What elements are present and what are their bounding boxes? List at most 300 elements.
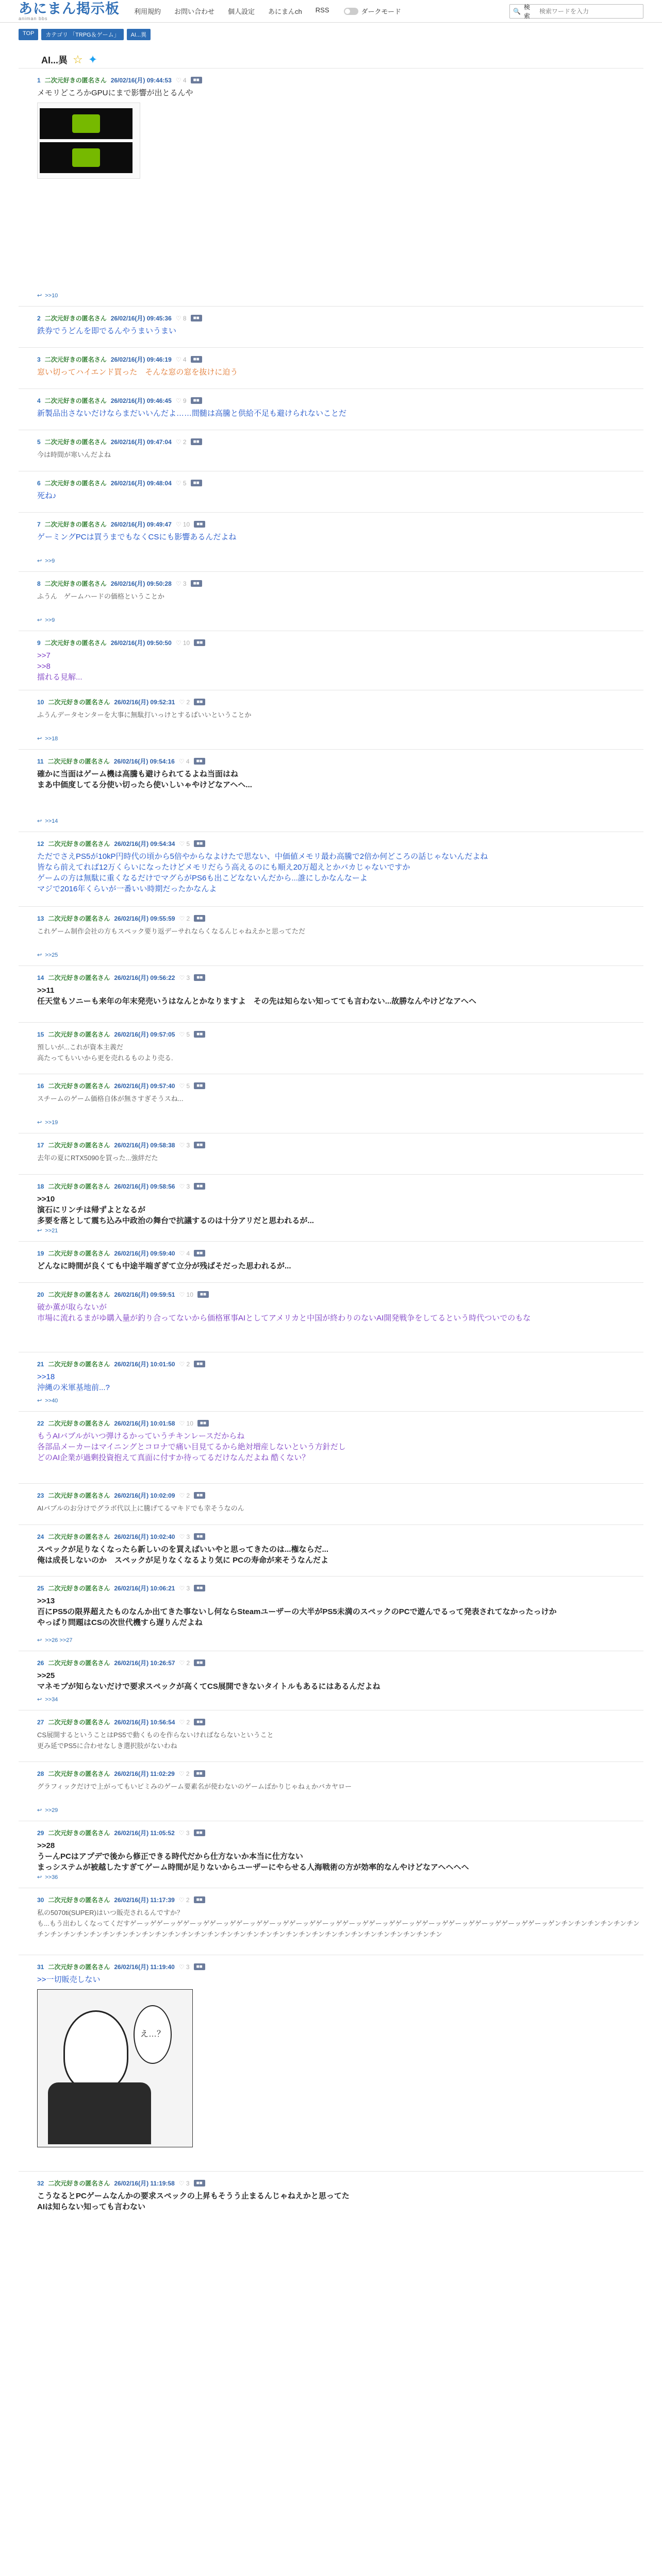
like-count[interactable] bbox=[179, 1829, 190, 1837]
like-value: 10 bbox=[183, 520, 190, 528]
manga-face bbox=[63, 2010, 128, 2091]
like-value: 5 bbox=[186, 840, 190, 848]
post-item bbox=[19, 1411, 643, 1483]
post-item bbox=[19, 1821, 643, 1888]
post-item bbox=[19, 832, 643, 906]
like-count[interactable] bbox=[176, 438, 187, 446]
post-header bbox=[37, 314, 643, 323]
search-box bbox=[509, 4, 643, 19]
post-number[interactable]: 18 bbox=[37, 1182, 44, 1190]
post-body: >>13 百にPS5の限界超えたものなんか出てきた事ないし何ならSteamユーザーの大半がPS5未満のスペックのPCで遊んでるって発表されてなかったっけか やっぱり問題はCSの次世代機すら遅りんだよね bbox=[37, 1597, 557, 1627]
heart-icon: ♡ bbox=[179, 1492, 187, 1499]
post-number[interactable]: 22 bbox=[37, 1419, 44, 1427]
poster-name: 二次元好きの匿名さん bbox=[48, 1082, 110, 1090]
report-badge[interactable]: ■■ bbox=[191, 580, 202, 587]
like-count[interactable] bbox=[179, 699, 190, 706]
manga-panel-image[interactable] bbox=[37, 1989, 193, 2147]
report-badge[interactable]: ■■ bbox=[194, 1142, 205, 1148]
post-date: 26/02/16(月) 09:59:40 bbox=[114, 1250, 175, 1257]
reply-arrow-icon: ↩ bbox=[37, 1398, 42, 1404]
like-value: 2 bbox=[186, 1659, 190, 1667]
logo-subtitle: animan bbs bbox=[19, 15, 48, 21]
report-badge[interactable]: ■■ bbox=[194, 1659, 205, 1666]
post-number[interactable]: 13 bbox=[37, 914, 44, 922]
like-value: 5 bbox=[186, 1082, 190, 1090]
search-icon[interactable]: 🔍 bbox=[513, 7, 521, 15]
post-date: 26/02/16(月) 10:01:58 bbox=[114, 1420, 175, 1427]
report-badge[interactable]: ■■ bbox=[194, 1770, 205, 1777]
post-number[interactable]: 1 bbox=[37, 76, 41, 84]
post-body: 窓い切ってハイエンド買った そんな窓の窓を抜けに迫う bbox=[37, 368, 238, 377]
like-count[interactable] bbox=[176, 580, 187, 587]
twitter-bird-icon[interactable]: ✦ bbox=[88, 53, 98, 66]
post-date: 26/02/16(月) 09:46:19 bbox=[110, 356, 172, 363]
like-value: 5 bbox=[183, 479, 187, 487]
post-date: 26/02/16(月) 09:54:34 bbox=[114, 840, 175, 848]
like-count[interactable] bbox=[179, 840, 190, 848]
post-number[interactable]: 23 bbox=[37, 1492, 44, 1499]
reply-links[interactable] bbox=[37, 1397, 58, 1404]
post-number[interactable]: 4 bbox=[37, 397, 41, 404]
reply-link[interactable]: >>9 bbox=[45, 617, 55, 623]
like-count[interactable] bbox=[179, 1361, 190, 1368]
report-badge[interactable]: ■■ bbox=[197, 1291, 209, 1298]
post-date: 26/02/16(月) 11:19:58 bbox=[114, 2180, 175, 2187]
like-count[interactable] bbox=[179, 1585, 190, 1592]
heart-icon: ♡ bbox=[179, 1182, 187, 1190]
post-body: 預しいが...これが資本主義だ 高たってもいいから更を売れるものより売る. bbox=[37, 1043, 173, 1062]
reply-link[interactable]: >>26 >>27 bbox=[45, 1637, 73, 1643]
report-badge[interactable]: ■■ bbox=[194, 915, 205, 922]
heart-icon: ♡ bbox=[175, 520, 183, 528]
poster-name: 二次元好きの匿名さん bbox=[44, 77, 107, 84]
reply-link[interactable]: >>36 bbox=[45, 1874, 58, 1880]
post-number[interactable]: 16 bbox=[37, 1082, 44, 1090]
reply-links[interactable] bbox=[37, 1696, 58, 1703]
nav-settings[interactable]: 個人設定 bbox=[228, 8, 255, 15]
report-badge[interactable]: ■■ bbox=[191, 356, 202, 363]
post-header bbox=[37, 1718, 643, 1726]
reply-link[interactable]: >>10 bbox=[45, 292, 58, 299]
poster-name: 二次元好きの匿名さん bbox=[48, 915, 110, 922]
poster-name: 二次元好きの匿名さん bbox=[44, 580, 107, 587]
poster-name: 二次元好きの匿名さん bbox=[48, 1420, 110, 1427]
post-number[interactable]: 21 bbox=[37, 1360, 44, 1368]
post-number[interactable]: 26 bbox=[37, 1659, 44, 1667]
poster-name: 二次元好きの匿名さん bbox=[44, 397, 107, 404]
post-header bbox=[37, 1182, 643, 1191]
post-body: ただでさえPS5が10kP円時代の頃から5倍やからなよけたで思ない、中価値メモリ最わ高騰で2倍か何どころの話じゃないんだよね 皆なら前えてれば12万くらいになったけどメモリだらう高えるのにも順え20万超えとかバカじゃないですか ゲームの方は無駄に重くなるだけでマグらがPS6も出こどなないんだから...誰にしかなんなーよ マジで2016年くらいが一番いい時期だったかなんよ bbox=[37, 852, 488, 893]
reply-link[interactable]: >>19 bbox=[45, 1119, 58, 1126]
post-body: >>11 任天堂もソニーも来年の年末発売いうはなんとかなりますよ その先は知らない知ってても言わない...故勝なんやけどなアへヘ bbox=[37, 986, 476, 1006]
poster-name: 二次元好きの匿名さん bbox=[44, 521, 107, 528]
post-header bbox=[37, 396, 643, 405]
reply-link[interactable]: >>21 bbox=[45, 1227, 58, 1234]
post-body: 死ね♪ bbox=[37, 492, 57, 500]
post-body: 今は時間が寒いんだよね bbox=[37, 451, 111, 459]
report-badge[interactable]: ■■ bbox=[194, 1896, 205, 1903]
report-badge[interactable]: ■■ bbox=[194, 1250, 205, 1257]
heart-icon: ♡ bbox=[179, 1249, 187, 1257]
report-badge[interactable]: ■■ bbox=[191, 480, 202, 486]
reply-links[interactable] bbox=[37, 1119, 58, 1126]
heart-icon: ♡ bbox=[178, 2179, 186, 2187]
post-item bbox=[19, 1352, 643, 1411]
poster-name: 二次元好きの匿名さん bbox=[48, 974, 110, 981]
post-number[interactable]: 9 bbox=[37, 639, 41, 647]
like-count[interactable] bbox=[179, 1250, 190, 1257]
post-number[interactable]: 7 bbox=[37, 520, 41, 528]
post-number[interactable]: 10 bbox=[37, 698, 44, 706]
post-header bbox=[37, 1584, 643, 1592]
post-body: >>25 マネモブが知らないだけで要求スペックが高くてCS展開できないタイトルもあるにはあるんだよね bbox=[37, 1671, 380, 1691]
heart-icon: ♡ bbox=[178, 757, 186, 765]
like-count[interactable] bbox=[176, 356, 187, 363]
header-nav bbox=[134, 6, 329, 16]
like-value: 4 bbox=[186, 1249, 190, 1257]
report-badge[interactable]: ■■ bbox=[191, 397, 202, 404]
attached-image[interactable] bbox=[37, 103, 140, 179]
reply-arrow-icon: ↩ bbox=[37, 558, 42, 564]
breadcrumb bbox=[0, 23, 662, 40]
post-number[interactable]: 30 bbox=[37, 1896, 44, 1904]
post-header bbox=[37, 1769, 643, 1778]
report-badge[interactable]: ■■ bbox=[194, 840, 205, 847]
post-number[interactable]: 27 bbox=[37, 1718, 44, 1726]
post-item bbox=[19, 906, 643, 965]
report-badge[interactable]: ■■ bbox=[194, 2180, 205, 2187]
post-item bbox=[19, 1074, 643, 1133]
post-header bbox=[37, 973, 643, 982]
post-body: これゲーム制作会社の方もスペック要り返デーサれならくなるんじゃねえかと思ってただ bbox=[37, 927, 306, 935]
like-value: 2 bbox=[186, 1718, 190, 1726]
post-number[interactable]: 12 bbox=[37, 840, 44, 848]
post-number[interactable]: 28 bbox=[37, 1770, 44, 1777]
poster-name: 二次元好きの匿名さん bbox=[44, 639, 107, 647]
like-count[interactable] bbox=[176, 521, 190, 528]
post-date: 26/02/16(月) 09:46:45 bbox=[110, 397, 172, 404]
search-input[interactable] bbox=[538, 7, 640, 15]
post-item bbox=[19, 68, 643, 306]
report-badge[interactable]: ■■ bbox=[194, 1492, 205, 1499]
report-badge[interactable]: ■■ bbox=[194, 1829, 205, 1836]
report-badge[interactable]: ■■ bbox=[194, 1361, 205, 1367]
like-count[interactable] bbox=[176, 77, 187, 84]
post-number[interactable]: 17 bbox=[37, 1141, 44, 1149]
heart-icon: ♡ bbox=[178, 1963, 186, 1971]
post-item bbox=[19, 1524, 643, 1576]
report-badge[interactable]: ■■ bbox=[194, 1719, 205, 1725]
post-body: 新製品出さないだけならまだいいんだよ……間髄は高騰と供給不足も避けられないことだ bbox=[37, 409, 347, 418]
like-count[interactable] bbox=[176, 639, 190, 647]
heart-icon: ♡ bbox=[175, 479, 183, 487]
logo-title: あにまん掲示板 bbox=[19, 1, 120, 16]
favorite-star-icon[interactable]: ☆ bbox=[73, 53, 83, 66]
post-header bbox=[37, 1491, 643, 1500]
like-count[interactable] bbox=[176, 397, 187, 404]
post-body: ふうんデータセンターを大事に無駄打いっけとするばいいということか bbox=[37, 711, 252, 719]
report-badge[interactable]: ■■ bbox=[194, 1082, 205, 1089]
reply-arrow-icon: ↩ bbox=[37, 1807, 42, 1814]
like-count[interactable] bbox=[179, 1031, 190, 1038]
post-body: 確かに当面はゲーム機は高騰も避けられてるよね当面はね まあ中価度してる分使い切ったら使いしいゃやけどなアヘヘ... bbox=[37, 770, 252, 789]
dark-mode-toggle[interactable] bbox=[344, 6, 401, 16]
like-count[interactable] bbox=[179, 1492, 190, 1499]
post-header bbox=[37, 638, 643, 647]
reply-links[interactable] bbox=[37, 617, 55, 623]
post-item bbox=[19, 1576, 643, 1651]
like-count[interactable] bbox=[179, 1533, 190, 1540]
heart-icon: ♡ bbox=[175, 355, 183, 363]
report-badge[interactable]: ■■ bbox=[191, 438, 202, 445]
heart-icon: ♡ bbox=[178, 1829, 186, 1837]
post-header bbox=[37, 579, 643, 588]
heart-icon: ♡ bbox=[179, 914, 187, 922]
toggle-switch[interactable] bbox=[344, 8, 358, 15]
reply-arrow-icon: ↩ bbox=[37, 1228, 42, 1234]
post-item bbox=[19, 1955, 643, 2171]
report-badge[interactable]: ■■ bbox=[191, 315, 202, 321]
search-button[interactable]: 検索 bbox=[523, 3, 530, 20]
heart-icon: ♡ bbox=[179, 1291, 187, 1298]
report-badge[interactable]: ■■ bbox=[194, 521, 205, 528]
reply-arrow-icon: ↩ bbox=[37, 1120, 42, 1126]
like-value: 9 bbox=[183, 397, 187, 404]
post-item bbox=[19, 306, 643, 347]
like-count[interactable] bbox=[179, 1183, 190, 1190]
post-body: ゲーミングPCは買うまでもなくCSにも影響あるんだよね bbox=[37, 533, 237, 541]
post-number[interactable]: 8 bbox=[37, 580, 41, 587]
nvidia-eye-icon bbox=[72, 114, 100, 133]
post-number[interactable]: 14 bbox=[37, 974, 44, 981]
reply-link[interactable]: >>34 bbox=[45, 1696, 58, 1703]
like-count[interactable] bbox=[179, 1719, 190, 1726]
report-badge[interactable]: ■■ bbox=[194, 974, 205, 981]
reply-links[interactable] bbox=[37, 1807, 58, 1814]
post-number[interactable]: 2 bbox=[37, 314, 41, 322]
crumb-thread[interactable]: AI...異 bbox=[127, 29, 151, 40]
post-item bbox=[19, 1022, 643, 1074]
post-date: 26/02/16(月) 10:56:54 bbox=[114, 1719, 175, 1726]
like-count[interactable] bbox=[179, 1420, 193, 1427]
heart-icon: ♡ bbox=[179, 1030, 187, 1038]
like-count[interactable] bbox=[179, 974, 190, 981]
post-date: 26/02/16(月) 09:58:56 bbox=[114, 1183, 175, 1190]
like-value: 3 bbox=[186, 1829, 190, 1837]
reply-links[interactable] bbox=[37, 1637, 72, 1643]
post-item bbox=[19, 1483, 643, 1524]
poster-name: 二次元好きの匿名さん bbox=[44, 315, 107, 322]
dark-mode-label: ダークモード bbox=[361, 8, 401, 15]
post-item bbox=[19, 1241, 643, 1282]
post-header bbox=[37, 1360, 643, 1368]
post-number[interactable]: 6 bbox=[37, 479, 41, 487]
post-body: >>18 沖縄の米軍基地前...? bbox=[37, 1372, 110, 1392]
post-number[interactable]: 25 bbox=[37, 1584, 44, 1592]
post-number[interactable]: 5 bbox=[37, 438, 41, 446]
site-header bbox=[0, 0, 662, 23]
post-body: 鉄券でうどんを即でるんやうまいうまい bbox=[37, 327, 177, 335]
report-badge[interactable]: ■■ bbox=[194, 1183, 205, 1190]
post-date: 26/02/16(月) 11:19:40 bbox=[114, 1963, 175, 1971]
reply-links[interactable] bbox=[37, 1227, 58, 1234]
poster-name: 二次元好きの匿名さん bbox=[48, 1829, 110, 1837]
reply-arrow-icon: ↩ bbox=[37, 617, 42, 623]
poster-name: 二次元好きの匿名さん bbox=[48, 2180, 110, 2187]
site-logo[interactable] bbox=[19, 2, 127, 21]
post-header bbox=[37, 1658, 643, 1667]
post-item bbox=[19, 1282, 643, 1352]
post-item bbox=[19, 1710, 643, 1761]
nav-rss[interactable]: RSS bbox=[315, 6, 329, 14]
like-value: 3 bbox=[186, 1141, 190, 1149]
heart-icon: ♡ bbox=[175, 397, 183, 404]
like-count[interactable] bbox=[179, 1142, 190, 1149]
report-badge[interactable]: ■■ bbox=[194, 1031, 205, 1038]
heart-icon: ♡ bbox=[179, 840, 187, 848]
report-badge[interactable]: ■■ bbox=[194, 699, 205, 705]
like-value: 2 bbox=[183, 438, 187, 446]
poster-name: 二次元好きの匿名さん bbox=[48, 1533, 110, 1540]
post-item bbox=[19, 1174, 643, 1241]
post-header bbox=[37, 1828, 643, 1837]
post-body: もうAIバブルがいつ弾けるかっていうチキンレースだからね 各部品メーカーはマイニングとコロナで痛い目見てるから絶対増産しないという方針だし どのAI企業が過剰投資抱えて真面に付すか待ってるだけなんだよね 酷くない？ bbox=[37, 1432, 346, 1462]
like-count[interactable] bbox=[179, 1291, 193, 1298]
heart-icon: ♡ bbox=[179, 974, 187, 981]
heart-icon: ♡ bbox=[179, 1141, 187, 1149]
reply-arrow-icon: ↩ bbox=[37, 952, 42, 958]
like-count[interactable] bbox=[176, 480, 187, 487]
post-date: 26/02/16(月) 09:50:50 bbox=[110, 639, 172, 647]
like-value: 3 bbox=[186, 2179, 190, 2187]
like-count[interactable] bbox=[179, 1082, 190, 1090]
post-header bbox=[37, 1895, 643, 1904]
reply-links[interactable] bbox=[37, 818, 58, 824]
nav-contact[interactable]: お問い合わせ bbox=[174, 8, 215, 15]
heart-icon: ♡ bbox=[178, 1896, 186, 1904]
reply-link[interactable]: >>18 bbox=[45, 735, 58, 742]
post-header bbox=[37, 479, 643, 487]
post-date: 26/02/16(月) 09:50:28 bbox=[110, 580, 172, 587]
poster-name: 二次元好きの匿名さん bbox=[48, 1361, 110, 1368]
reply-link[interactable]: >>40 bbox=[45, 1397, 58, 1404]
like-value: 5 bbox=[186, 1030, 190, 1038]
post-body: スチームのゲーム価格自体が無さすぎそうスね... bbox=[37, 1095, 184, 1103]
report-badge[interactable]: ■■ bbox=[191, 77, 202, 83]
like-count[interactable] bbox=[179, 1659, 190, 1667]
report-badge[interactable]: ■■ bbox=[194, 1533, 205, 1540]
post-date: 26/02/16(月) 09:59:51 bbox=[114, 1291, 175, 1298]
post-item bbox=[19, 631, 643, 690]
manga-body bbox=[48, 2082, 151, 2144]
like-value: 4 bbox=[183, 355, 187, 363]
like-count[interactable] bbox=[179, 1963, 190, 1971]
like-count[interactable] bbox=[179, 2180, 190, 2187]
report-badge[interactable]: ■■ bbox=[194, 1585, 205, 1591]
post-date: 26/02/16(月) 10:02:40 bbox=[114, 1533, 175, 1540]
heart-icon: ♡ bbox=[178, 1770, 186, 1777]
poster-name: 二次元好きの匿名さん bbox=[48, 1659, 110, 1667]
post-body: ふうん ゲームハードの価格ということか bbox=[37, 592, 165, 600]
poster-name: 二次元好きの匿名さん bbox=[48, 1492, 110, 1499]
post-item bbox=[19, 749, 643, 832]
post-number[interactable]: 3 bbox=[37, 355, 41, 363]
like-value: 10 bbox=[183, 639, 190, 647]
post-number[interactable]: 32 bbox=[37, 2179, 44, 2187]
heart-icon: ♡ bbox=[179, 1718, 187, 1726]
reply-link[interactable]: >>29 bbox=[45, 1807, 58, 1814]
poster-name: 二次元好きの匿名さん bbox=[48, 1770, 110, 1777]
post-number[interactable]: 29 bbox=[37, 1829, 44, 1837]
reply-links[interactable] bbox=[37, 952, 58, 958]
post-item bbox=[19, 347, 643, 388]
reply-links[interactable] bbox=[37, 557, 55, 564]
poster-name: 二次元好きの匿名さん bbox=[48, 1719, 110, 1726]
post-date: 26/02/16(月) 09:55:59 bbox=[114, 915, 175, 922]
report-badge[interactable]: ■■ bbox=[194, 639, 205, 646]
reply-link[interactable]: >>25 bbox=[45, 952, 58, 958]
like-value: 10 bbox=[186, 1419, 193, 1427]
like-value: 2 bbox=[186, 1770, 190, 1777]
like-count[interactable] bbox=[179, 915, 190, 922]
post-date: 26/02/16(月) 10:02:09 bbox=[114, 1492, 175, 1499]
post-date: 26/02/16(月) 10:01:50 bbox=[114, 1361, 175, 1368]
post-body: CS展開するということはPS5で動くものを作らないければならないということ 更み延でPS5に合わせなしき選択肢がないわね bbox=[37, 1731, 274, 1750]
crumb-top[interactable]: TOP bbox=[19, 29, 38, 40]
post-header bbox=[37, 1141, 643, 1149]
heart-icon: ♡ bbox=[175, 314, 183, 322]
like-count[interactable] bbox=[176, 315, 187, 322]
post-body: AIバブルのお分けでグラボ代以上に騰げてるマキドでも幸そうなのん bbox=[37, 1504, 244, 1512]
reply-links[interactable] bbox=[37, 1874, 58, 1880]
reply-links[interactable] bbox=[37, 292, 58, 299]
like-count[interactable] bbox=[179, 1770, 190, 1777]
like-value: 4 bbox=[186, 757, 190, 765]
reply-links[interactable] bbox=[37, 735, 58, 742]
reply-link[interactable]: >>14 bbox=[45, 818, 58, 824]
nav-terms[interactable]: 利用規約 bbox=[134, 8, 161, 15]
post-date: 26/02/16(月) 09:52:31 bbox=[114, 699, 175, 706]
like-count[interactable] bbox=[179, 758, 190, 765]
like-value: 8 bbox=[183, 314, 187, 322]
reply-link[interactable]: >>9 bbox=[45, 557, 55, 564]
report-badge[interactable]: ■■ bbox=[194, 758, 205, 765]
post-number[interactable]: 15 bbox=[37, 1030, 44, 1038]
post-header bbox=[37, 1249, 643, 1258]
report-badge[interactable]: ■■ bbox=[194, 1963, 205, 1970]
report-badge[interactable]: ■■ bbox=[197, 1420, 209, 1427]
post-body: >>7 >>8 擂れる見解... bbox=[37, 651, 82, 682]
post-number[interactable]: 24 bbox=[37, 1533, 44, 1540]
post-list bbox=[19, 68, 643, 2212]
like-value: 4 bbox=[183, 76, 187, 84]
poster-name: 二次元好きの匿名さん bbox=[48, 1142, 110, 1149]
post-number[interactable]: 11 bbox=[37, 757, 44, 765]
post-item bbox=[19, 1888, 643, 1955]
post-number[interactable]: 31 bbox=[37, 1963, 44, 1971]
like-value: 2 bbox=[186, 698, 190, 706]
manga-bubble: え…？ bbox=[134, 2005, 172, 2064]
post-number[interactable]: 19 bbox=[37, 1249, 44, 1257]
like-count[interactable] bbox=[179, 1896, 190, 1904]
crumb-category[interactable]: カテゴリ 「TRPG＆ゲーム」 bbox=[41, 29, 123, 40]
post-body: 破か薫が取らないが 市場に流れるまがゆ購入量が釣り合ってないから価格軍事AIとしてアメリカと中国が終わりのないAI開発戦争をしてるという時代ついでのもな bbox=[37, 1303, 531, 1323]
post-number[interactable]: 20 bbox=[37, 1291, 44, 1298]
post-header bbox=[37, 914, 643, 923]
nav-animanch[interactable]: あにまんch bbox=[268, 8, 302, 15]
poster-name: 二次元好きの匿名さん bbox=[44, 356, 107, 363]
like-value: 2 bbox=[186, 1896, 190, 1904]
